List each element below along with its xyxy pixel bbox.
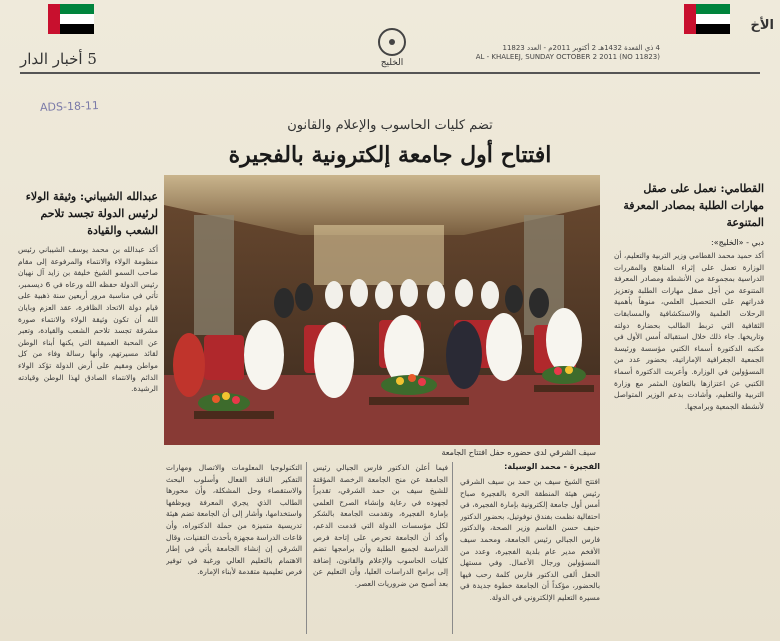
photo-caption: سيف الشرقي لدى حضوره حفل افتتاح الجامعة xyxy=(441,448,596,457)
article-column-2: فيما أعلن الدكتور فارس الجبالي رئيس الجامعة عن منح الجامعة الرخصة المؤقتة للشيخ سيف بن حمد الشرقي، تقديراً لجهوده في رعاية وإنشاء الصرح العلمي بإمارة الفجيرة، وتقدمت الجامعة بالشكر لكل مؤسسات الدولة التي قدمت الدعم، وأكد أن الجامعة تحرص على إتاحة فرص الدراسة لجميع الطلبة وأن برامجها تضم كليات الحاسوب والإعلام والقانون، إضافة إلى برامج الدراسات العليا، وأن التعليم عن بعد أصبح من ضروريات العصر. xyxy=(313,463,448,588)
header-rule xyxy=(20,72,760,74)
article-column-3: التكنولوجيا المعلومات والاتصال ومهارات التفكير الناقد الفعال وأسلوب البحث والاستقصاء وحل المشكلة، وأن محورها الطالب الذي يجري المعرفة ويوظفها واستخدامها، وأشار إلى أن الجامعة تضم هيئة تدريسية متميزة من حملة الدكتوراه، وأن قاعات الدراسة مجهزة بأحدث التقنيات، وقال الشرقي إن إنشاء الجامعة يأتي في إطار الاهتمام بالتعليم العالي ورغبة في توفير فرص تعليمية متقدمة لأبناء الإمارة. xyxy=(166,463,302,577)
section-label-left: 5 أخبار الدار xyxy=(20,50,97,68)
left-article-title: عبدالله الشيباني: وثيقة الولاء لرئيس الدولة تجسد تلاحم الشعب والقيادة xyxy=(25,190,158,237)
left-article-body: أكد عبدالله بن محمد يوسف الشيباني رئيس منظومة الولاء والانتماء والمرفوعة إلى مقام صاحب السمو الشيخ خليفة بن زايد آل نهيان رئيس الدولة حفظه الله ورعاه في 6 ديسمبر، تأتي في مناسبة مرور أربعين سنة ذهبية على قيام دولة الاتحاد الظافرة، عقد العزم وبايان الله أن تكون وثيقة الولاء والانتماء صورة مشرقة تجسد تلاحم الشعب والقيادة، وتعبر عن المحبة العميقة التي يكنها أبناء الوطن لقائد مسيرتهم، وأنها رسالة وفاء من كل مواطن ومقيم على أرض الدولة تؤكد الولاء الدائم والانتماء الصادق لهذا الوطن وقيادته الرشيدة. xyxy=(18,245,158,394)
section-label-right: الأخ xyxy=(750,18,774,33)
article-column-1: افتتح الشيخ سيف بن حمد بن سيف الشرقي رئيس هيئة المنطقة الحرة بالفجيرة صباح أمس أول جامعة إلكترونية بإمارة الفجيرة، في احتفالية نظمت بفندق نوفوتيل، بحضور الدكتور حنيف حسن القاسم وزير الصحة، والدكتور فارس الجبالي رئيس الجامعة، ومحمد سيف الأفخم مدير عام بلدية الفجيرة، وعدد من المسؤولين ورجال الأعمال. وفي مستهل الحفل ألقى الدكتور فارس كلمة رحب فيها بالحضور، مؤكداً أن الجامعة خطوة جديدة في مسيرة التعليم الإلكتروني في الدولة. xyxy=(460,477,600,602)
uae-flag-right-svg xyxy=(684,4,730,34)
article-byline: الفجيرة - محمد الوسيلة: xyxy=(504,462,600,471)
date-line-english: AL - KHALEEJ, SUNDAY OCTOBER 2 2011 (NO 11823) xyxy=(475,53,660,61)
event-photo xyxy=(164,175,600,445)
newspaper-logo xyxy=(362,28,422,72)
uae-flag-left-svg xyxy=(48,4,94,34)
article-kicker: تضم كليات الحاسوب والإعلام والقانون xyxy=(287,118,493,133)
event-photo-svg xyxy=(164,175,600,445)
clipping-stamp: ADS-18-11 xyxy=(39,98,100,115)
right-article-title: القطامي: نعمل على صقل مهارات الطلبة بمصادر المعرفة المتنوعة xyxy=(623,182,764,229)
date-line xyxy=(476,44,660,62)
column-rule xyxy=(306,462,307,634)
uae-flag-left-icon xyxy=(48,4,94,34)
right-article-dateline: دبي - «الخليج»: xyxy=(711,238,764,247)
uae-flag-right-icon xyxy=(684,4,730,34)
article-headline: افتتاح أول جامعة إلكترونية بالفجيرة xyxy=(228,142,552,168)
column-rule xyxy=(452,462,453,634)
date-line-arabic: 4 ذي القعدة 1432هـ 2 أكتوبر 2011م - العدد 11823 xyxy=(502,44,660,52)
logo-text: الخليج xyxy=(380,58,404,68)
right-article-body: أكد حميد محمد القطامي وزير التربية والتعليم، أن الوزارة تعمل على إثراء المناهج والمقررات الدراسية بمجموعة من الأنشطة ومصادر المعرفة المتنوعة من أجل صقل مهارات الطلبة وتعزيز قدراتهم على التحصيل العلمي، منوهاً بأهمية الرحلات العلمية والاستكشافية والمسابقات الثقافية التي تربط الطالب بحضارة دولته وتاريخها. جاء ذلك خلال استقباله أمس الأول في مكتبه الدكتورة أسماء الكتبي مؤسسة ورئيسة الجمعية الجغرافية الإماراتية، بحضور عدد من المسؤولين في الوزارة. وأعربت الدكتورة أسماء الكتبي عن اعتزازها بالتعاون المثمر مع وزارة التربية والتعليم، وأشادت بدعم الوزير المتواصل لأنشطة الجمعية وبرامجها. xyxy=(614,251,764,411)
ship-wheel-icon xyxy=(378,28,406,56)
